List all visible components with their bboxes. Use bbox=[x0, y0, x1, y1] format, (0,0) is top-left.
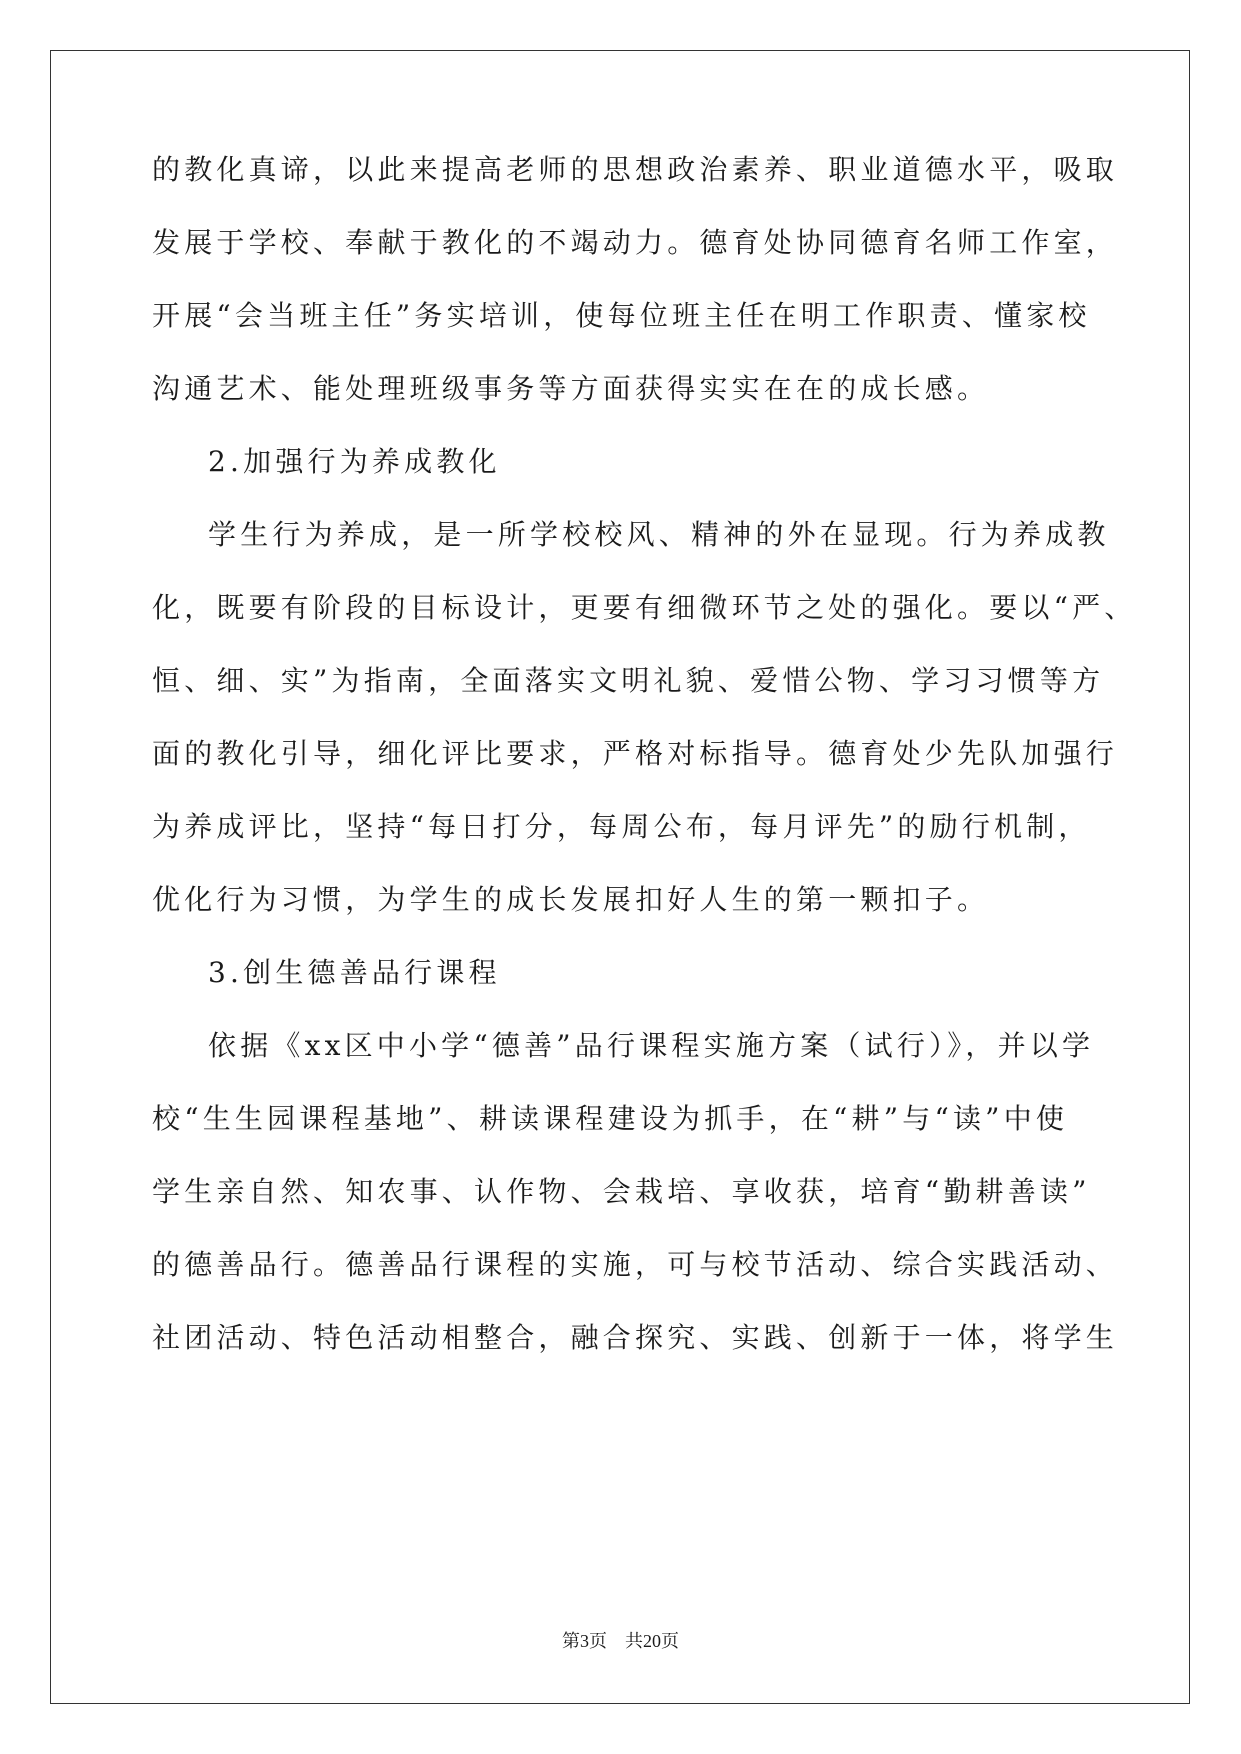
paragraph-line: 化，既要有阶段的目标设计，更要有细微环节之处的强化。要以“严、 bbox=[152, 591, 1137, 624]
paragraph-line: 优化行为习惯，为学生的成长发展扣好人生的第一颗扣子。 bbox=[152, 883, 990, 916]
paragraph-line: 学生行为养成，是一所学校校风、精神的外在显现。行为养成教 bbox=[208, 518, 1110, 551]
paragraph-line: 的德善品行。德善品行课程的实施，可与校节活动、综合实践活动、 bbox=[152, 1248, 1119, 1281]
paragraph-line: 恒、细、实”为指南，全面落实文明礼貌、爱惜公物、学习习惯等方 bbox=[152, 664, 1105, 697]
paragraph-line: 依据《xx区中小学“德善”品行课程实施方案（试行）》，并以学 bbox=[208, 1029, 1095, 1062]
paragraph-line: 面的教化引导，细化评比要求，严格对标指导。德育处少先队加强行 bbox=[152, 737, 1119, 770]
section-heading: 2.加强行为养成教化 bbox=[208, 445, 501, 478]
paragraph-line: 开展“会当班主任”务实培训，使每位班主任在明工作职责、懂家校 bbox=[152, 299, 1091, 332]
paragraph-line: 的教化真谛，以此来提高老师的思想政治素养、职业道德水平，吸取 bbox=[152, 153, 1119, 186]
paragraph-line: 为养成评比，坚持“每日打分，每周公布，每月评先”的励行机制， bbox=[152, 810, 1091, 843]
paragraph-line: 校“生生园课程基地”、耕读课程建设为抓手，在“耕”与“读”中使 bbox=[152, 1102, 1069, 1135]
page-number: 第3页 bbox=[562, 1631, 607, 1651]
paragraph-line: 学生亲自然、知农事、认作物、会栽培、享收获，培育“勤耕善读” bbox=[152, 1175, 1091, 1208]
page-footer bbox=[0, 1629, 1241, 1653]
total-pages: 共20页 bbox=[625, 1631, 679, 1651]
paragraph-line: 沟通艺术、能处理班级事务等方面获得实实在在的成长感。 bbox=[152, 372, 990, 405]
section-heading: 3.创生德善品行课程 bbox=[208, 956, 501, 989]
paragraph-line: 社团活动、特色活动相整合，融合探究、实践、创新于一体，将学生 bbox=[152, 1321, 1119, 1354]
paragraph-line: 发展于学校、奉献于教化的不竭动力。德育处协同德育名师工作室， bbox=[152, 226, 1119, 259]
